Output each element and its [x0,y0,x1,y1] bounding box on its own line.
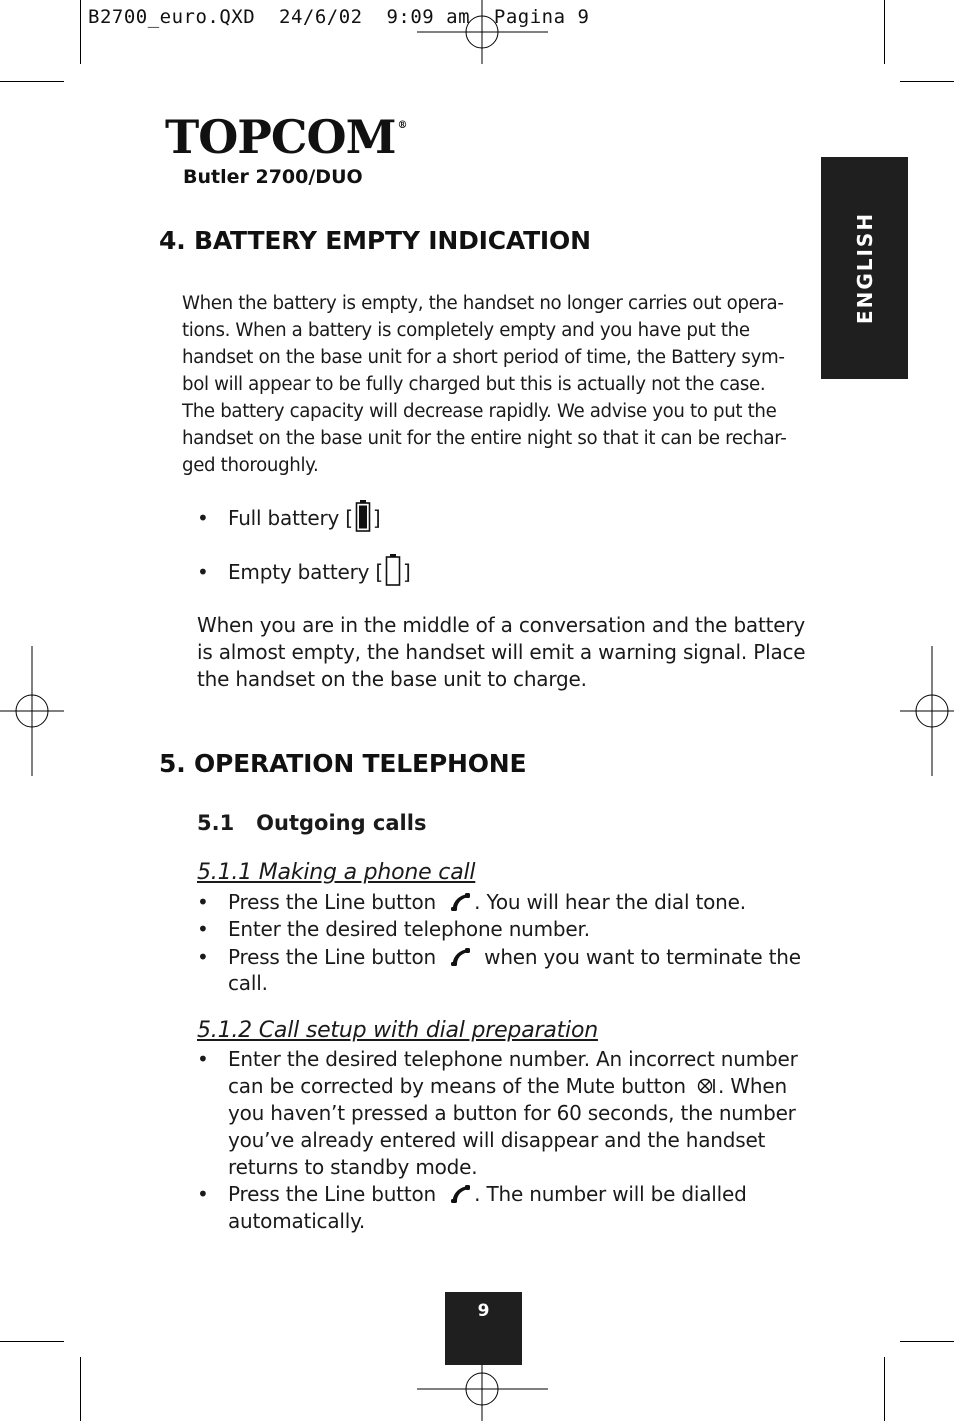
warning-line: is almost empty, the handset will emit a warning signal. Place [197,640,806,664]
line-button-icon [448,891,474,913]
paragraph-line: tions. When a battery is completely empty and you have put the [182,320,750,341]
dial-preparation-heading: 5.1.2 Call setup with dial preparation [197,1018,598,1043]
empty-battery-bracket: ] [403,560,411,584]
bullet-mark: • [197,506,209,530]
empty-battery-item [228,559,411,587]
paragraph-line: handset on the base unit for a short period of time, the Battery sym- [182,347,785,368]
line-button-icon [448,946,474,968]
paragraph-line: The battery capacity will decrease rapidly. We advise you to put the [182,401,777,422]
language-tab [821,157,908,379]
registration-mark-icon [417,1357,549,1421]
step-line: Enter the desired telephone number. An incorrect number [228,1047,798,1071]
full-battery-bracket: ] [372,506,381,530]
step-text: . The number will be dialled [474,1182,747,1206]
step-press-line [228,889,746,916]
registered-mark: ® [397,120,407,131]
step-text: Press the Line button [228,890,436,914]
paragraph-line: When the battery is empty, the handset no longer carries out opera- [182,293,784,314]
subsection-number: 5.1 [197,811,235,835]
warning-line: When you are in the middle of a conversation and the battery [197,613,806,637]
step-line: returns to standby mode. [228,1155,478,1179]
full-battery-label: Full battery [ [228,506,353,530]
section-4-title: 4. BATTERY EMPTY INDICATION [159,226,591,255]
bullet-mark: • [197,560,209,584]
bullet-mark: • [197,1182,209,1206]
model-name: Butler 2700/DUO [183,166,363,188]
step-continuation: automatically. [228,1209,366,1233]
page-number: 9 [477,1301,490,1321]
step-text: . When [718,1074,787,1098]
step-continuation: call. [228,971,268,995]
step-terminate-call [228,944,801,971]
section-4-paragraph [182,290,807,479]
bullet-mark: • [197,917,209,941]
line-button-icon [448,1183,474,1205]
step-auto-dial [228,1181,747,1208]
full-battery-item [228,505,381,533]
language-tab-label: ENGLISH [852,211,877,325]
bullet-mark: • [197,1047,209,1071]
step-text: can be corrected by means of the Mute button [228,1074,686,1098]
empty-battery-icon [384,553,402,587]
step-enter-number: Enter the desired telephone number. [228,917,590,941]
brand-logo [165,110,407,190]
making-call-heading: 5.1.1 Making a phone call [197,860,476,885]
registration-mark-icon [898,646,954,776]
slug-line: B2700_euro.QXD 24/6/02 9:09 am Pagina 9 [88,6,590,28]
step-line: you’ve already entered will disappear and the handset [228,1128,766,1152]
step-text: Press the Line button [228,945,436,969]
paragraph-line: handset on the base unit for the entire night so that it can be rechar- [182,428,787,449]
warning-line: the handset on the base unit to charge. [197,667,587,691]
logo-text: TOPCOM [165,110,396,164]
step-text: when you want to terminate the [484,945,801,969]
step-text: . You will hear the dial tone. [474,890,746,914]
registration-mark-icon [0,646,66,776]
paragraph-line: ged thoroughly. [182,455,319,476]
bullet-mark: • [197,890,209,914]
bullet-mark: • [197,945,209,969]
paragraph-line: bol will appear to be fully charged but this is actually not the case. [182,374,766,395]
section-5-title: 5. OPERATION TELEPHONE [159,749,527,778]
step-line [228,1073,787,1100]
empty-battery-label: Empty battery [ [228,560,384,584]
page-number-box [445,1292,522,1365]
subsection-title: Outgoing calls [256,811,427,835]
subsection-5-1-heading [197,811,426,835]
registration-mark-icon [417,0,549,66]
step-text: Press the Line button [228,1182,436,1206]
mute-button-icon [696,1076,718,1096]
full-battery-icon [354,499,372,533]
step-line: you haven’t pressed a button for 60 seconds, the number [228,1101,796,1125]
